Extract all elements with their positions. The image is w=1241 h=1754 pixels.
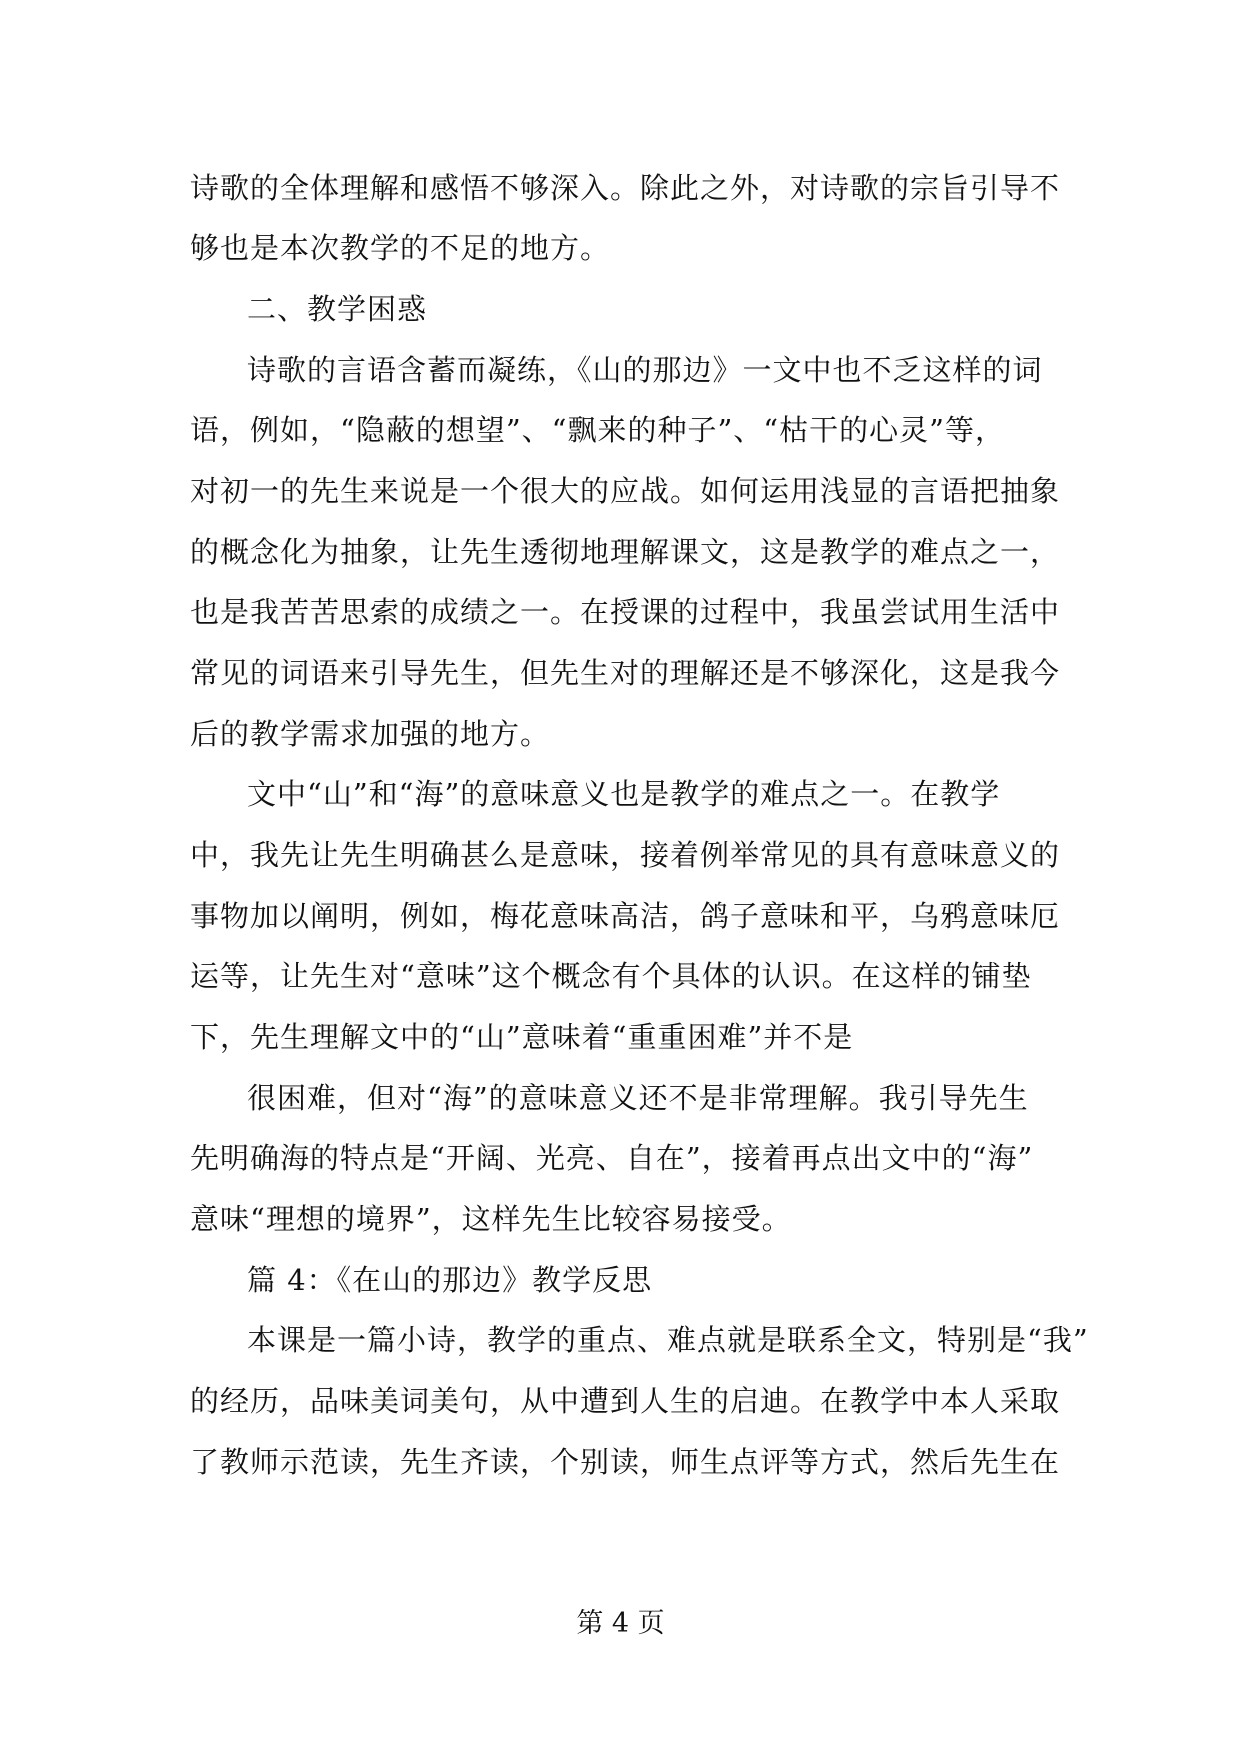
section-heading: 二、教学困惑 (247, 292, 428, 326)
text-line: 很困难，但对“海”的意味意义还不是非常理解。我引导先生 (247, 1081, 1029, 1115)
text-line: 的经历，品味美词美句，从中遭到人生的启迪。在教学中本人采取 (190, 1384, 1061, 1418)
text-line: 运等，让先生对“意味”这个概念有个具体的认识。在这样的铺垫 (190, 959, 1032, 993)
text-line: 常见的词语来引导先生，但先生对的理解还是不够深化，这是我今 (190, 656, 1061, 690)
text-line: 本课是一篇小诗，教学的重点、难点就是联系全文，特别是“我” (247, 1323, 1089, 1357)
text-line: 也是我苦苦思索的成绩之一。在授课的过程中，我虽尝试用生活中 (190, 595, 1061, 629)
page-number: 第 4 页 (576, 1608, 665, 1639)
text-line: 后的教学需求加强的地方。 (190, 717, 551, 751)
text-line: 下，先生理解文中的“山”意味着“重重困难”并不是 (190, 1020, 854, 1054)
text-line: 事物加以阐明，例如，梅花意味高洁，鸽子意味和平，乌鸦意味厄 (190, 899, 1061, 933)
text-line: 诗歌的全体理解和感悟不够深入。除此之外，对诗歌的宗旨引导不 (190, 171, 1061, 205)
text-line: 了教师示范读，先生齐读，个别读，师生点评等方式，然后先生在 (190, 1445, 1061, 1479)
text-line: 诗歌的言语含蓄而凝练，《山的那边》一文中也不乏这样的词 (247, 353, 1043, 387)
text-line: 中，我先让先生明确甚么是意味，接着例举常见的具有意味意义的 (190, 838, 1061, 872)
text-line: 文中“山”和“海”的意味意义也是教学的难点之一。在教学 (247, 777, 1001, 811)
text-line: 意味“理想的境界”，这样先生比较容易接受。 (190, 1202, 792, 1236)
text-line: 先明确海的特点是“开阔、光亮、自在”，接着再点出文中的“海” (190, 1141, 1034, 1175)
text-line: 对初一的先生来说是一个很大的应战。如何运用浅显的言语把抽象 (190, 474, 1061, 508)
text-line: 的概念化为抽象，让先生透彻地理解课文，这是教学的难点之一， (190, 535, 1061, 569)
section-heading: 篇 4：《在山的那边》教学反思 (247, 1263, 653, 1297)
text-line: 语，例如，“隐蔽的想望”、“飘来的种子”、“枯干的心灵”等， (190, 413, 1005, 447)
text-line: 够也是本次教学的不足的地方。 (190, 231, 611, 265)
